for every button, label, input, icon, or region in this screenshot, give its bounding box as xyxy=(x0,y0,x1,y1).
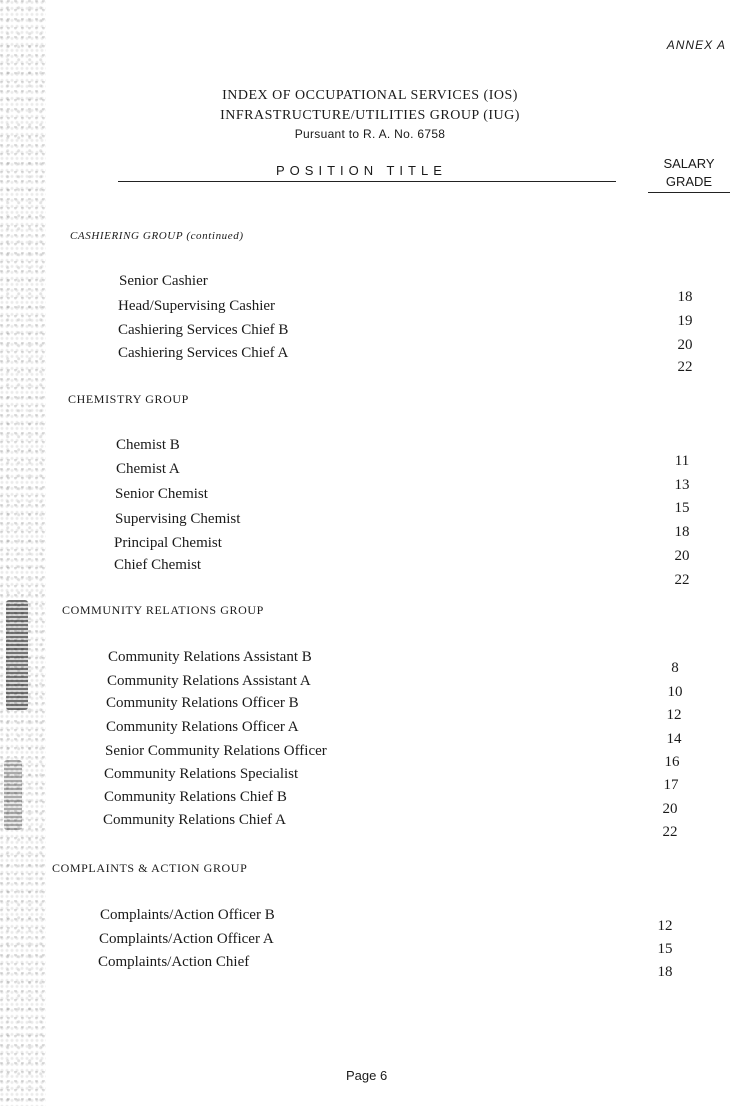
position-title: Senior Cashier xyxy=(119,273,208,289)
salary-grade: 20 xyxy=(674,548,690,564)
position-title: Supervising Chemist xyxy=(115,511,241,527)
salary-grade: 19 xyxy=(677,313,693,329)
group-title-cashiering: CASHIERING GROUP (continued) xyxy=(70,230,244,242)
salary-grade: 17 xyxy=(663,777,679,793)
position-title: Community Relations Assistant A xyxy=(107,673,311,689)
salary-grade: 22 xyxy=(677,359,693,375)
annex-label: ANNEX A xyxy=(666,38,726,52)
grade-label: GRADE xyxy=(665,174,713,189)
salary-grade: 22 xyxy=(662,824,678,840)
position-title: Senior Community Relations Officer xyxy=(105,743,327,759)
salary-grade: 11 xyxy=(674,453,690,469)
salary-grade: 10 xyxy=(667,684,683,700)
salary-grade: 16 xyxy=(664,754,680,770)
header-legal-basis: Pursuant to R. A. No. 6758 xyxy=(294,127,446,141)
salary-grade: 18 xyxy=(677,289,693,305)
salary-grade: 15 xyxy=(657,941,673,957)
header-subtitle: INFRASTRUCTURE/UTILITIES GROUP (IUG) xyxy=(220,108,520,123)
group-title-community-relations: COMMUNITY RELATIONS GROUP xyxy=(62,603,264,617)
position-title: Complaints/Action Officer B xyxy=(100,907,275,923)
salary-grade: 14 xyxy=(666,731,682,747)
position-title: Community Relations Chief A xyxy=(103,812,286,828)
position-title: Community Relations Specialist xyxy=(104,766,299,782)
scan-noise-edge xyxy=(0,0,46,1106)
position-title: Chief Chemist xyxy=(114,557,202,573)
position-title: Community Relations Officer A xyxy=(106,719,299,735)
salary-grade-header xyxy=(656,155,722,191)
position-title: Senior Chemist xyxy=(115,486,208,502)
position-title: Complaints/Action Officer A xyxy=(99,931,274,947)
group-title-chemistry: CHEMISTRY GROUP xyxy=(68,392,189,406)
salary-grade: 12 xyxy=(666,707,682,723)
salary-grade: 22 xyxy=(674,572,690,588)
position-title: Cashiering Services Chief A xyxy=(118,345,289,361)
salary-grade: 18 xyxy=(674,524,690,540)
position-title: Community Relations Assistant B xyxy=(108,649,312,665)
position-title: Cashiering Services Chief B xyxy=(118,322,289,338)
salary-grade: 15 xyxy=(674,500,690,516)
position-title-header: POSITION TITLE xyxy=(276,163,447,178)
page-number: Page 6 xyxy=(346,1068,388,1083)
salary-label: SALARY xyxy=(663,156,715,171)
salary-grade: 20 xyxy=(677,337,693,353)
position-title: Complaints/Action Chief xyxy=(98,954,250,970)
position-title: Chemist A xyxy=(116,461,180,477)
position-title: Principal Chemist xyxy=(114,535,222,551)
group-title-complaints-action: COMPLAINTS & ACTION GROUP xyxy=(52,861,248,875)
scan-noise-blot xyxy=(4,760,22,830)
scan-noise-blot xyxy=(6,600,28,710)
header-title: INDEX OF OCCUPATIONAL SERVICES (IOS) xyxy=(222,88,518,103)
salary-grade: 13 xyxy=(674,477,690,493)
salary-grade: 8 xyxy=(671,660,679,676)
position-title: Community Relations Officer B xyxy=(106,695,299,711)
position-title-rule xyxy=(118,181,616,182)
salary-grade-rule xyxy=(648,192,730,193)
salary-grade: 18 xyxy=(657,964,673,980)
salary-grade: 20 xyxy=(662,801,678,817)
position-title: Community Relations Chief B xyxy=(104,789,287,805)
position-title: Chemist B xyxy=(116,437,180,453)
position-title: Head/Supervising Cashier xyxy=(118,298,276,314)
salary-grade: 12 xyxy=(657,918,673,934)
